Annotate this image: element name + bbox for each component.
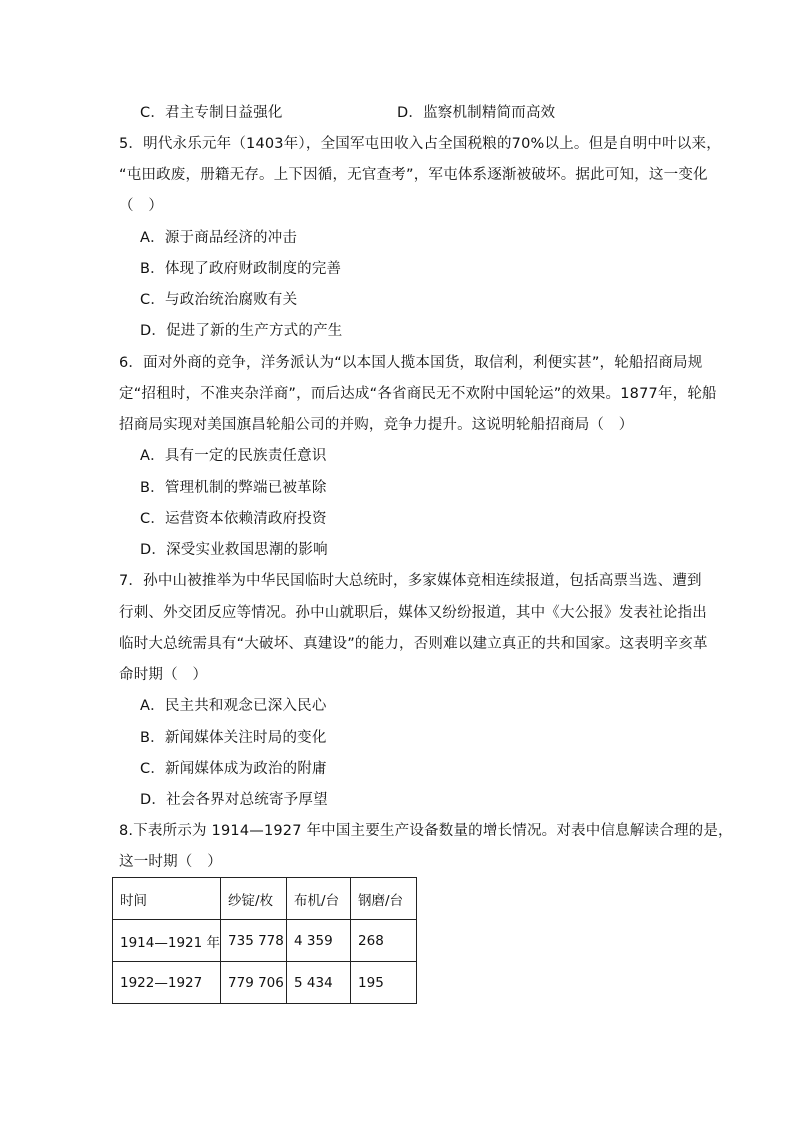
table-row: [113, 962, 417, 1004]
q8-stem-line-1: 8.下表所示为 1914—1927 年中国主要生产设备数量的增长情况。对表中信息解读合理的是，: [119, 823, 733, 839]
q5-option-d: D．促进了新的生产方式的产生: [140, 323, 343, 339]
q5-stem-line-2: “屯田政废，册籍无存。上下因循，无官查考”，军屯体系逐渐被破坏。据此可知，这一变化: [119, 167, 708, 183]
q4-option-c: C．君主专制日益强化: [140, 105, 283, 121]
table-header-cell: 布机/台: [287, 878, 351, 920]
q8-stem-line-2: 这一时期（ ）: [119, 854, 222, 870]
table-header-cell: 钢磨/台: [351, 878, 417, 920]
q6-stem-line-3: 招商局实现对美国旗昌轮船公司的并购，竞争力提升。这说明轮船招商局（ ）: [119, 417, 634, 433]
q7-option-d: D．社会各界对总统寄予厚望: [140, 792, 328, 808]
q5-stem-line-1: 5．明代永乐元年（1403年），全国军屯田收入占全国税粮的70%以上。但是自明中叶以来，: [119, 136, 721, 152]
q5-stem-line-3: （ ）: [119, 198, 164, 214]
q7-stem-line-3: 临时大总统需具有“大破坏、真建设”的能力，否则难以建立真正的共和国家。这表明辛亥革: [119, 636, 708, 652]
q7-stem-line-4: 命时期（ ）: [119, 667, 208, 683]
q4-option-d: D．监察机制精简而高效: [397, 105, 556, 121]
table-cell: 195: [351, 962, 417, 1004]
table-row: [113, 920, 417, 962]
q7-stem-line-2: 行刺、外交团反应等情况。孙中山就职后，媒体又纷纷报道，其中《大公报》发表社论指出: [119, 605, 707, 621]
q6-option-c: C．运营资本依赖清政府投资: [140, 511, 327, 527]
q6-option-d: D．深受实业救国思潮的影响: [140, 542, 328, 558]
table-cell: 1922—1927: [113, 962, 221, 1004]
table-header-cell: 时间: [113, 878, 221, 920]
table-cell: 1914—1921 年: [113, 920, 221, 962]
q7-option-b: B．新闻媒体关注时局的变化: [140, 730, 327, 746]
table-header-row: [113, 878, 417, 920]
q5-option-a: A．源于商品经济的冲击: [140, 230, 298, 246]
table-cell: 779 706: [221, 962, 287, 1004]
table-cell: 5 434: [287, 962, 351, 1004]
table-cell: 735 778: [221, 920, 287, 962]
q5-option-c: C．与政治统治腐败有关: [140, 292, 298, 308]
q6-stem-line-1: 6．面对外商的竞争，洋务派认为“以本国人揽本国货，取信利，利便实甚”，轮船招商局规: [119, 355, 703, 371]
q6-option-a: A．具有一定的民族责任意识: [140, 448, 327, 464]
q7-stem-line-1: 7．孙中山被推举为中华民国临时大总统时，多家媒体竞相连续报道，包括高票当选、遭到: [119, 573, 702, 589]
table-cell: 268: [351, 920, 417, 962]
table-header-cell: 纱锭/枚: [221, 878, 287, 920]
q6-option-b: B．管理机制的弊端已被革除: [140, 480, 327, 496]
table-cell: 4 359: [287, 920, 351, 962]
q7-option-a: A．民主共和观念已深入民心: [140, 698, 327, 714]
q5-option-b: B．体现了政府财政制度的完善: [140, 261, 342, 277]
q7-option-c: C．新闻媒体成为政治的附庸: [140, 761, 327, 777]
q6-stem-line-2: 定“招租时，不准夹杂洋商”，而后达成“各省商民无不欢附中国轮运”的效果。1877年，轮船: [119, 386, 717, 402]
q8-data-table: [112, 877, 417, 1004]
